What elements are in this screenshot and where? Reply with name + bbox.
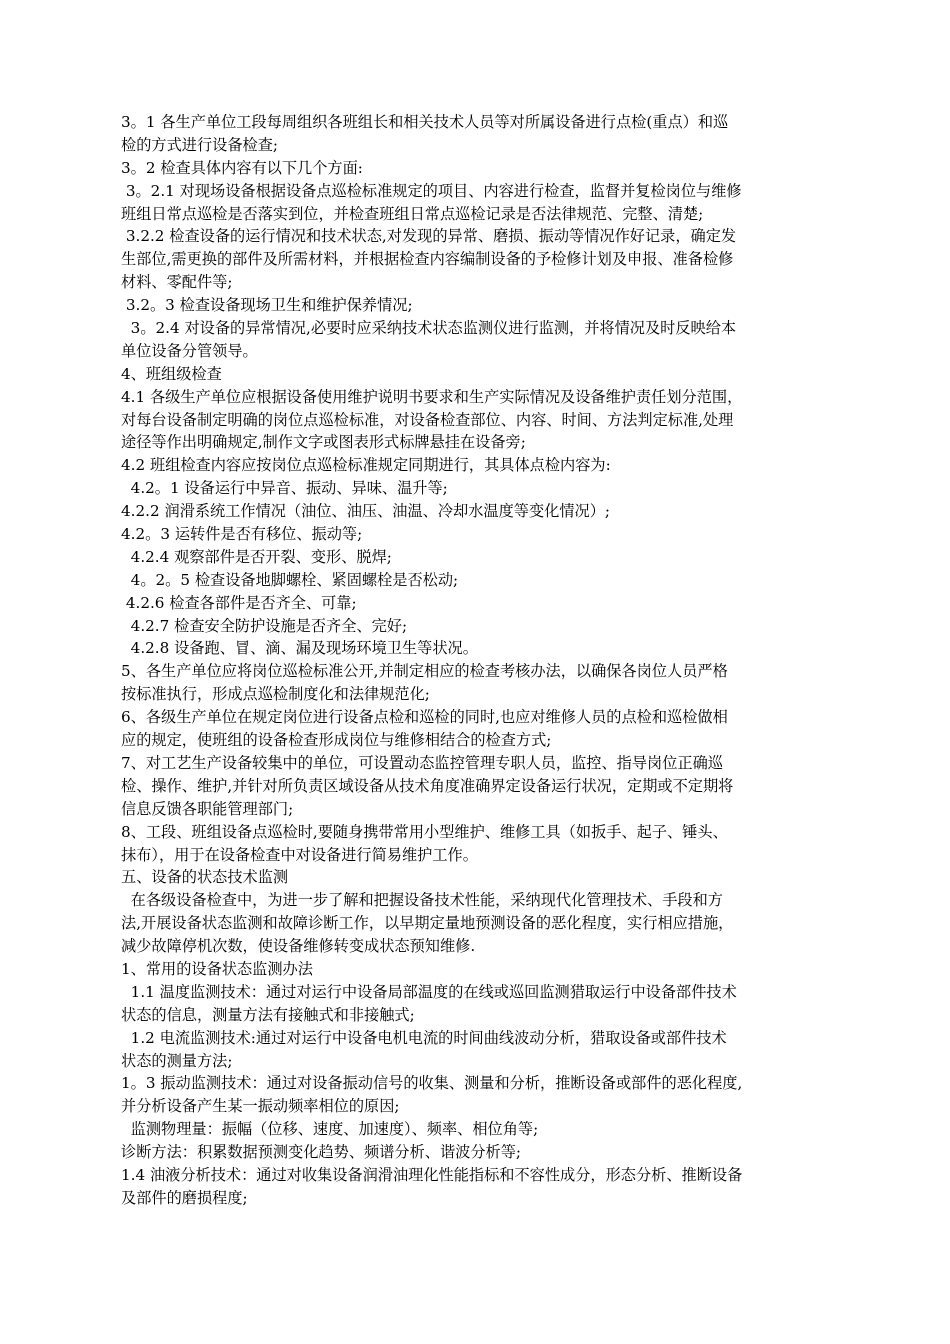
text-line: 检、操作、维护,并针对所负责区域设备从技术角度准确界定设备运行状况，定期或不定期将 — [121, 776, 734, 795]
text-line: 3.2.2 检查设备的运行情况和技术状态,对发现的异常、磨损、振动等情况作好记录，确定发 — [121, 227, 737, 246]
text-line: 检的方式进行设备检查; — [121, 135, 278, 154]
text-line: 材料、零配件等; — [121, 273, 233, 292]
text-line: 状态的测量方法; — [121, 1051, 233, 1070]
text-line: 4、班组级检查 — [121, 364, 222, 383]
text-line: 3。2.4 对设备的异常情况,必要时应采纳技术状态监测仪进行监测，并将情况及时反映给本 — [121, 319, 737, 338]
text-line: 3.2。3 检查设备现场卫生和维护保养情况; — [121, 296, 413, 315]
text-line: 监测物理量：振幅（位移、速度、加速度）、频率、相位角等; — [121, 1120, 539, 1139]
text-line: 4。2。5 检查设备地脚螺栓、紧固螺栓是否松动; — [121, 570, 459, 589]
text-line: 在各级设备检查中，为进一步了解和把握设备技术性能，采纳现代化管理技术、手段和方 — [121, 891, 723, 910]
text-line: 减少故障停机次数，使设备维修转变成状态预知维修. — [121, 937, 476, 956]
text-line: 班组日常点巡检是否落实到位，并检查班组日常点巡检记录是否法律规范、完整、清楚; — [121, 204, 704, 223]
text-line: 对每台设备制定明确的岗位点巡检标准，对设备检查部位、内容、时间、方法判定标准,处理 — [121, 410, 734, 429]
text-line: 状态的信息，测量方法有接触式和非接触式; — [121, 1005, 415, 1024]
text-line: 信息反馈各职能管理部门; — [121, 799, 294, 818]
text-line: 1.4 油液分析技术：通过对收集设备润滑油理化性能指标和不容性成分，形态分析、推断设备 — [121, 1165, 743, 1184]
text-line: 法,开展设备状态监测和故障诊断工作，以早期定量地预测设备的恶化程度，实行相应措施， — [121, 914, 734, 933]
text-line: 4.2.8 设备跑、冒、滴、漏及现场环境卫生等状况。 — [121, 639, 478, 658]
text-line: 1.1 温度监测技术：通过对运行中设备局部温度的在线或巡回监测猎取运行中设备部件技术 — [121, 982, 737, 1001]
text-line: 3。2.1 对现场设备根据设备点巡检标准规定的项目、内容进行检查，监督并复检岗位与维修 — [121, 181, 742, 200]
text-line: 1。3 振动监测技术：通过对设备振动信号的收集、测量和分析，推断设备或部件的恶化程度, — [121, 1074, 743, 1093]
text-line: 并分析设备产生某一振动频率相位的原因; — [121, 1097, 400, 1116]
text-line: 1.2 电流监测技术:通过对运行中设备电机电流的时间曲线波动分析，猎取设备或部件技术 — [121, 1028, 727, 1047]
text-line: 4.2。3 运转件是否有移位、振动等; — [121, 525, 363, 544]
text-line: 按标准执行，形成点巡检制度化和法律规范化; — [121, 685, 430, 704]
text-line: 1、常用的设备状态监测办法 — [121, 959, 313, 978]
text-line: 6、各级生产单位在规定岗位进行设备点检和巡检的同时,也应对维修人员的点检和巡检做相 — [121, 708, 728, 727]
text-line: 4.2.7 检查安全防护设施是否齐全、完好; — [121, 616, 408, 635]
text-line: 4.2.6 检查各部件是否齐全、可靠; — [121, 593, 357, 612]
document-body — [121, 111, 841, 1210]
text-line: 诊断方法：积累数据预测变化趋势、频谱分析、谐波分析等; — [121, 1143, 521, 1162]
text-line: 8、工段、班组设备点巡检时,要随身携带常用小型维护、维修工具（如扳手、起子、锤头、 — [121, 822, 728, 841]
text-line: 3。1 各生产单位工段每周组织各班组长和相关技术人员等对所属设备进行点检(重点）和巡 — [121, 113, 729, 131]
text-line: 及部件的磨损程度; — [121, 1188, 248, 1207]
text-line: 应的规定，使班组的设备检查形成岗位与维修相结合的检查方式; — [121, 731, 552, 750]
text-line: 5、各生产单位应将岗位巡检标准公开,并制定相应的检查考核办法，以确保各岗位人员严格 — [121, 662, 728, 681]
text-line: 途径等作出明确规定,制作文字或图表形式标牌悬挂在设备旁; — [121, 433, 526, 452]
text-line: 7、对工艺生产设备较集中的单位，可设置动态监控管理专职人员，监控、指导岗位正确巡 — [121, 753, 723, 772]
text-line: 4.2.2 润滑系统工作情况（油位、油压、油温、冷却水温度等变化情况）; — [121, 502, 611, 521]
text-line: 3。2 检查具体内容有以下几个方面: — [121, 158, 363, 177]
text-line: 抹布），用于在设备检查中对设备进行简易维护工作。 — [121, 845, 478, 864]
text-line: 单位设备分管领导。 — [121, 341, 258, 360]
text-line: 生部位,需更换的部件及所需材料，并根据检查内容编制设备的予检修计划及申报、准备检修 — [121, 250, 734, 269]
text-line: 4.2.4 观察部件是否开裂、变形、脱焊; — [121, 547, 392, 566]
text-line: 4.2 班组检查内容应按岗位点巡检标准规定同期进行，其具体点检内容为: — [121, 456, 611, 475]
text-line: 4.1 各级生产单位应根据设备使用维护说明书要求和生产实际情况及设备维护责任划分范围， — [121, 387, 743, 406]
text-line: 五、设备的状态技术监测 — [121, 868, 289, 887]
text-line: 4.2。1 设备运行中异音、振动、异味、温升等; — [121, 479, 448, 498]
